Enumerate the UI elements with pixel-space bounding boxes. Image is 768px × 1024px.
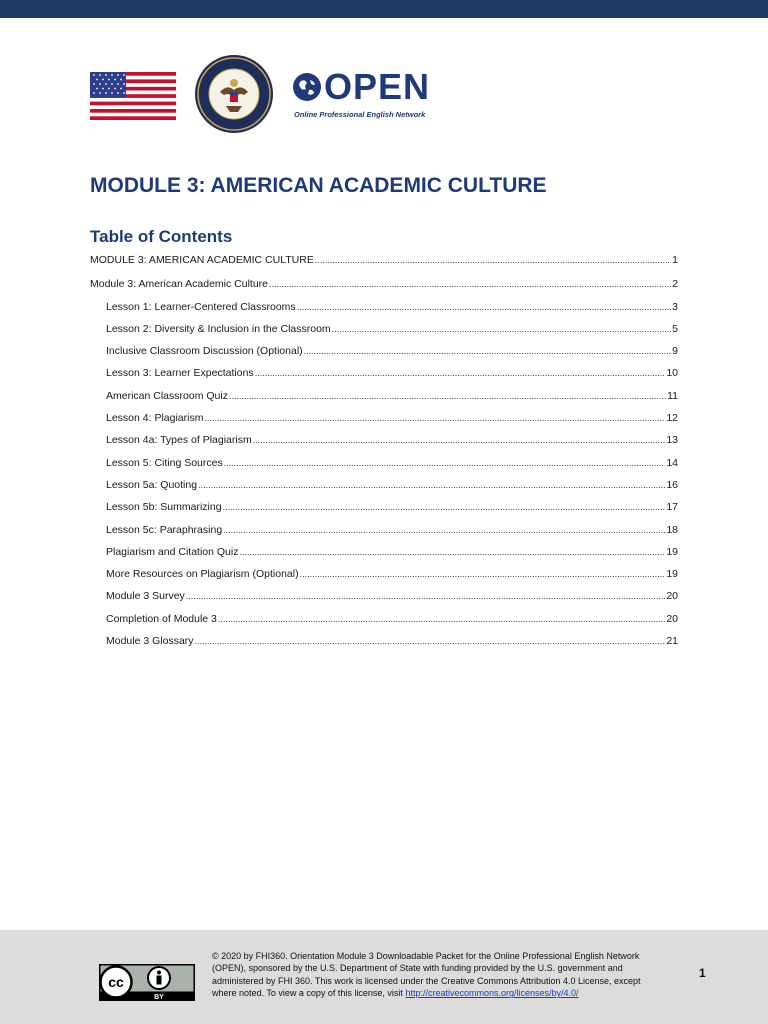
license-link[interactable]: http://creativecommons.org/licenses/by/4.0/: [405, 988, 579, 999]
toc-entry[interactable]: [90, 301, 678, 323]
toc-entry-label: More Resources on Plagiarism (Optional): [106, 568, 299, 581]
toc-dot-leader: [332, 324, 671, 334]
toc-entry-page: 18: [666, 523, 678, 536]
toc-entry[interactable]: [90, 254, 678, 276]
toc-entry-label: Module 3 Survey: [106, 590, 185, 603]
toc-entry-label: American Classroom Quiz: [106, 389, 228, 402]
us-flag-icon: [90, 72, 176, 120]
toc-entry-page: 20: [666, 612, 678, 625]
toc-entry-label: Lesson 5: Citing Sources: [106, 456, 223, 469]
toc-entry-label: MODULE 3: AMERICAN ACADEMIC CULTURE: [90, 254, 314, 266]
toc-entry[interactable]: [90, 278, 678, 300]
toc-entry-page: 12: [666, 412, 678, 425]
license-text: © 2020 by FHI360. Orientation Module 3 Downloadable Packet for the Online Professional English Network (OPEN), sponsored by the U.S. Department of State with funding provided by the U.S. government and administered by FHI 360. This work is licensed under the Creative Commons Attribution 4.0 License, except where noted. To view a copy of this license, visit: [212, 951, 641, 999]
svg-text:cc: cc: [108, 974, 124, 990]
open-globe-icon: [292, 72, 322, 102]
toc-entry-page: 19: [666, 568, 678, 581]
toc-dot-leader: [255, 368, 666, 378]
toc-entry-label: Lesson 5c: Paraphrasing: [106, 523, 223, 536]
toc-entry-label: Lesson 2: Diversity & Inclusion in the Classroom: [106, 322, 331, 335]
open-logo-tagline: Online Professional English Network: [294, 110, 426, 119]
toc-dot-leader: [195, 636, 666, 646]
toc-dot-leader: [269, 279, 671, 289]
toc-dot-leader: [304, 346, 672, 356]
toc-entry-label: Lesson 3: Learner Expectations: [106, 367, 254, 380]
toc-dot-leader: [229, 391, 666, 401]
toc-entry-label: Completion of Module 3: [106, 612, 217, 625]
toc-entry-label: Lesson 4: Plagiarism: [106, 412, 204, 425]
toc-dot-leader: [300, 569, 666, 579]
toc-dot-leader: [239, 547, 665, 557]
toc-entry[interactable]: [90, 390, 678, 412]
open-wordmark: [292, 68, 430, 106]
toc-entry[interactable]: [90, 568, 678, 590]
toc-entry-page: 1: [672, 254, 678, 266]
toc-entry-label: Lesson 5a: Quoting: [106, 478, 198, 491]
page-footer: [0, 930, 768, 1024]
toc-entry[interactable]: [90, 367, 678, 389]
toc-entry-label: Lesson 1: Learner-Centered Classrooms: [106, 300, 296, 313]
cc-badge-label: BY: [154, 994, 164, 1001]
toc-entry-page: 19: [666, 545, 678, 558]
toc-entry-page: 5: [672, 322, 678, 335]
toc-entry-label: Lesson 5b: Summarizing: [106, 501, 222, 514]
toc-entry[interactable]: [90, 501, 678, 523]
open-logo: [292, 68, 432, 124]
toc-entry-page: 20: [666, 590, 678, 603]
toc-entry[interactable]: [90, 635, 678, 657]
table-of-contents: [90, 254, 678, 657]
toc-dot-leader: [224, 458, 666, 468]
toc-dot-leader: [204, 413, 665, 423]
toc-heading: Table of Contents: [90, 227, 233, 246]
toc-entry-page: 21: [666, 635, 678, 648]
toc-dot-leader: [223, 525, 665, 535]
toc-dot-leader: [186, 591, 666, 601]
toc-entry-label: Lesson 4a: Types of Plagiarism: [106, 434, 252, 447]
toc-entry[interactable]: [90, 323, 678, 345]
toc-entry[interactable]: [90, 546, 678, 568]
toc-entry-label: Module 3: American Academic Culture: [90, 278, 269, 291]
toc-dot-leader: [315, 255, 671, 265]
creative-commons-by-icon[interactable]: [99, 964, 195, 1001]
toc-entry-page: 3: [672, 300, 678, 313]
toc-entry-page: 9: [672, 345, 678, 358]
page-number: 1: [699, 966, 706, 980]
toc-entry-page: 14: [666, 456, 678, 469]
toc-entry-page: 10: [666, 367, 678, 380]
toc-entry-page: 17: [666, 501, 678, 514]
toc-dot-leader: [198, 480, 665, 490]
toc-entry[interactable]: [90, 457, 678, 479]
toc-entry-page: 16: [666, 478, 678, 491]
toc-entry[interactable]: [90, 524, 678, 546]
toc-dot-leader: [297, 302, 671, 312]
toc-entry[interactable]: [90, 590, 678, 612]
toc-entry[interactable]: [90, 345, 678, 367]
toc-entry-page: 2: [672, 278, 678, 291]
toc-entry-page: 13: [666, 434, 678, 447]
toc-dot-leader: [253, 435, 666, 445]
toc-dot-leader: [218, 614, 665, 624]
toc-entry[interactable]: [90, 412, 678, 434]
open-logo-letters: OPEN: [324, 66, 431, 107]
toc-entry-label: Inclusive Classroom Discussion (Optional): [106, 345, 303, 358]
department-of-state-seal-icon: [194, 54, 274, 134]
top-banner-bar: [0, 0, 768, 18]
toc-entry[interactable]: [90, 613, 678, 635]
toc-entry[interactable]: [90, 434, 678, 456]
module-title: MODULE 3: AMERICAN ACADEMIC CULTURE: [90, 174, 547, 197]
toc-entry-label: Module 3 Glossary: [106, 635, 194, 648]
toc-entry-label: Plagiarism and Citation Quiz: [106, 545, 239, 558]
toc-entry-page: 11: [667, 389, 678, 402]
toc-dot-leader: [223, 502, 666, 512]
toc-entry[interactable]: [90, 479, 678, 501]
license-notice: [212, 950, 662, 1000]
